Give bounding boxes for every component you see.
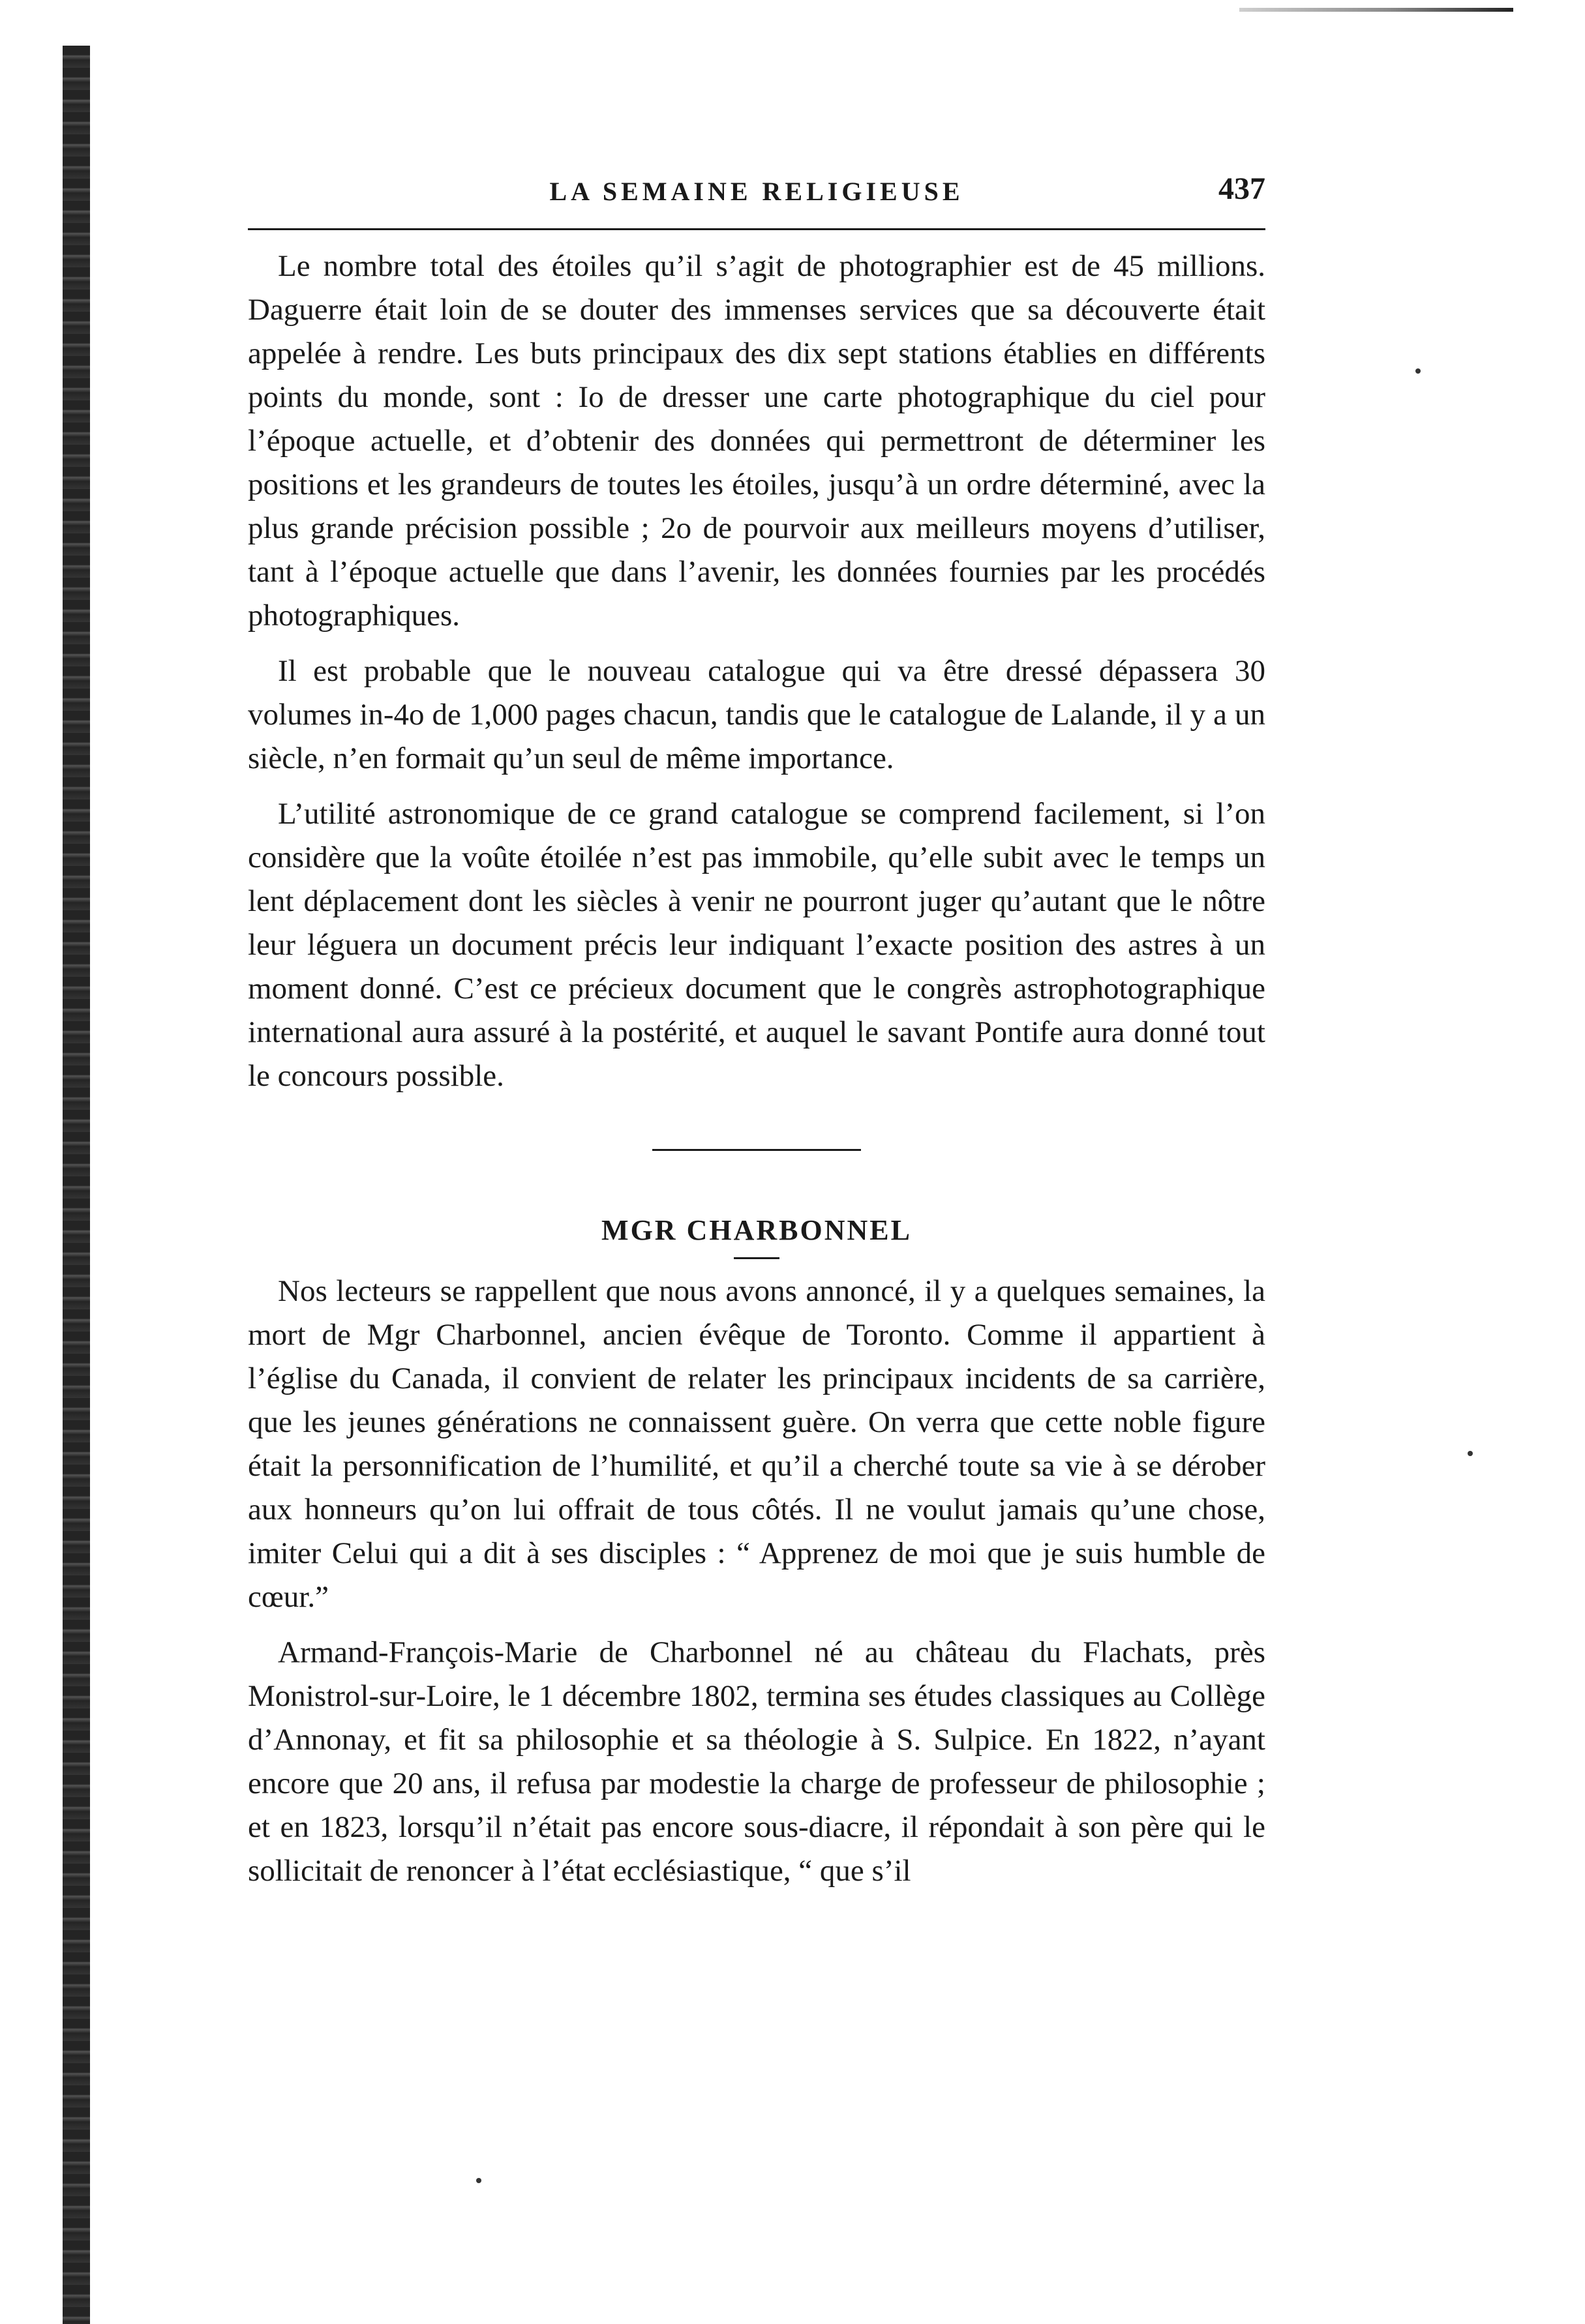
paragraph: Il est probable que le nouveau catalogue qui va être dressé dépassera 30 volumes in-4o de 1,000 pages chacun, tandis que le catalogue de Lalande, il y a un siècle, n’en formait qu’un seul de même importance.: [248, 654, 1265, 775]
ink-speck: [476, 2178, 481, 2183]
article-mgr-charbonnel: [248, 1214, 1265, 1893]
page-number: 437: [1218, 171, 1265, 206]
title-dash: [734, 1257, 779, 1259]
ink-speck: [1415, 368, 1421, 374]
article-astrophotography: [248, 245, 1265, 1098]
paragraph: Armand-François-Marie de Charbonnel né au château du Flachats, près Monistrol-sur-Loire, le 1 décembre 1802, termina ses études classiques au Collège d’Annonay, et fit sa philosophie et sa théologie à S. Sulpice. En 1822, n’ayant encore que 20 ans, il refusa par modestie la charge de professeur de philosophie ; et en 1823, lorsqu’il n’était pas encore sous-diacre, il répondait à son père qui le sollicitait de renoncer à l’état ecclésiastique, “ que s’il: [248, 1635, 1265, 1888]
header-rule: [248, 228, 1265, 230]
section-separator: [652, 1149, 861, 1151]
article-title: MGR CHARBONNEL: [601, 1214, 912, 1246]
paragraph: Nos lecteurs se rappellent que nous avons annoncé, il y a quelques semaines, la mort de Mgr Charbonnel, ancien évêque de Toronto. Comme il appartient à l’église du Canada, il convient de relater les principaux incidents de sa carrière, que les jeunes générations ne connaissent guère. On verra que cette noble figure était la personnification de l’humilité, et qu’il a cherché toute sa vie à se dérober aux honneurs qu’on lui offrait de tous côtés. Il ne voulut jamais qu’une chose, imiter Celui qui a dit à ses disciples : “ Apprenez de moi que je suis humble de cœur.”: [248, 1274, 1265, 1614]
running-title: LA SEMAINE RELIGIEUSE: [549, 177, 964, 206]
book-binding-edge: [63, 46, 90, 2324]
ink-speck: [1468, 1451, 1473, 1456]
paragraph: L’utilité astronomique de ce grand catalogue se comprend facilement, si l’on considère que la voûte étoilée n’est pas immobile, qu’elle subit avec le temps un lent déplacement dont les siècles à venir ne pourront juger qu’autant que le nôtre leur léguera un document précis leur indiquant l’exacte position des astres à un moment donné. C’est ce précieux document que le congrès astrophotographique international aura assuré à la postérité, et auquel le savant Pontife aura donné tout le concours possible.: [248, 797, 1265, 1093]
scan-edge-artifact: [1239, 8, 1513, 12]
running-head: [248, 163, 1265, 215]
paragraph: Le nombre total des étoiles qu’il s’agit de photographier est de 45 millions. Daguerre était loin de se douter des immenses services que sa découverte était appelée à rendre. Les buts principaux des dix sept stations établies en différents points du monde, sont : Io de dresser une carte photographique du ciel pour l’époque actuelle, et d’obtenir des données qui permettront de déterminer les positions et les grandeurs de toutes les étoiles, jusqu’à un ordre déterminé, avec la plus grande précision possible ; 2o de pourvoir aux meilleurs moyens d’utiliser, tant à l’époque actuelle que dans l’avenir, les données fournies par les procédés photographiques.: [248, 249, 1265, 633]
document-page: [248, 163, 1265, 2119]
